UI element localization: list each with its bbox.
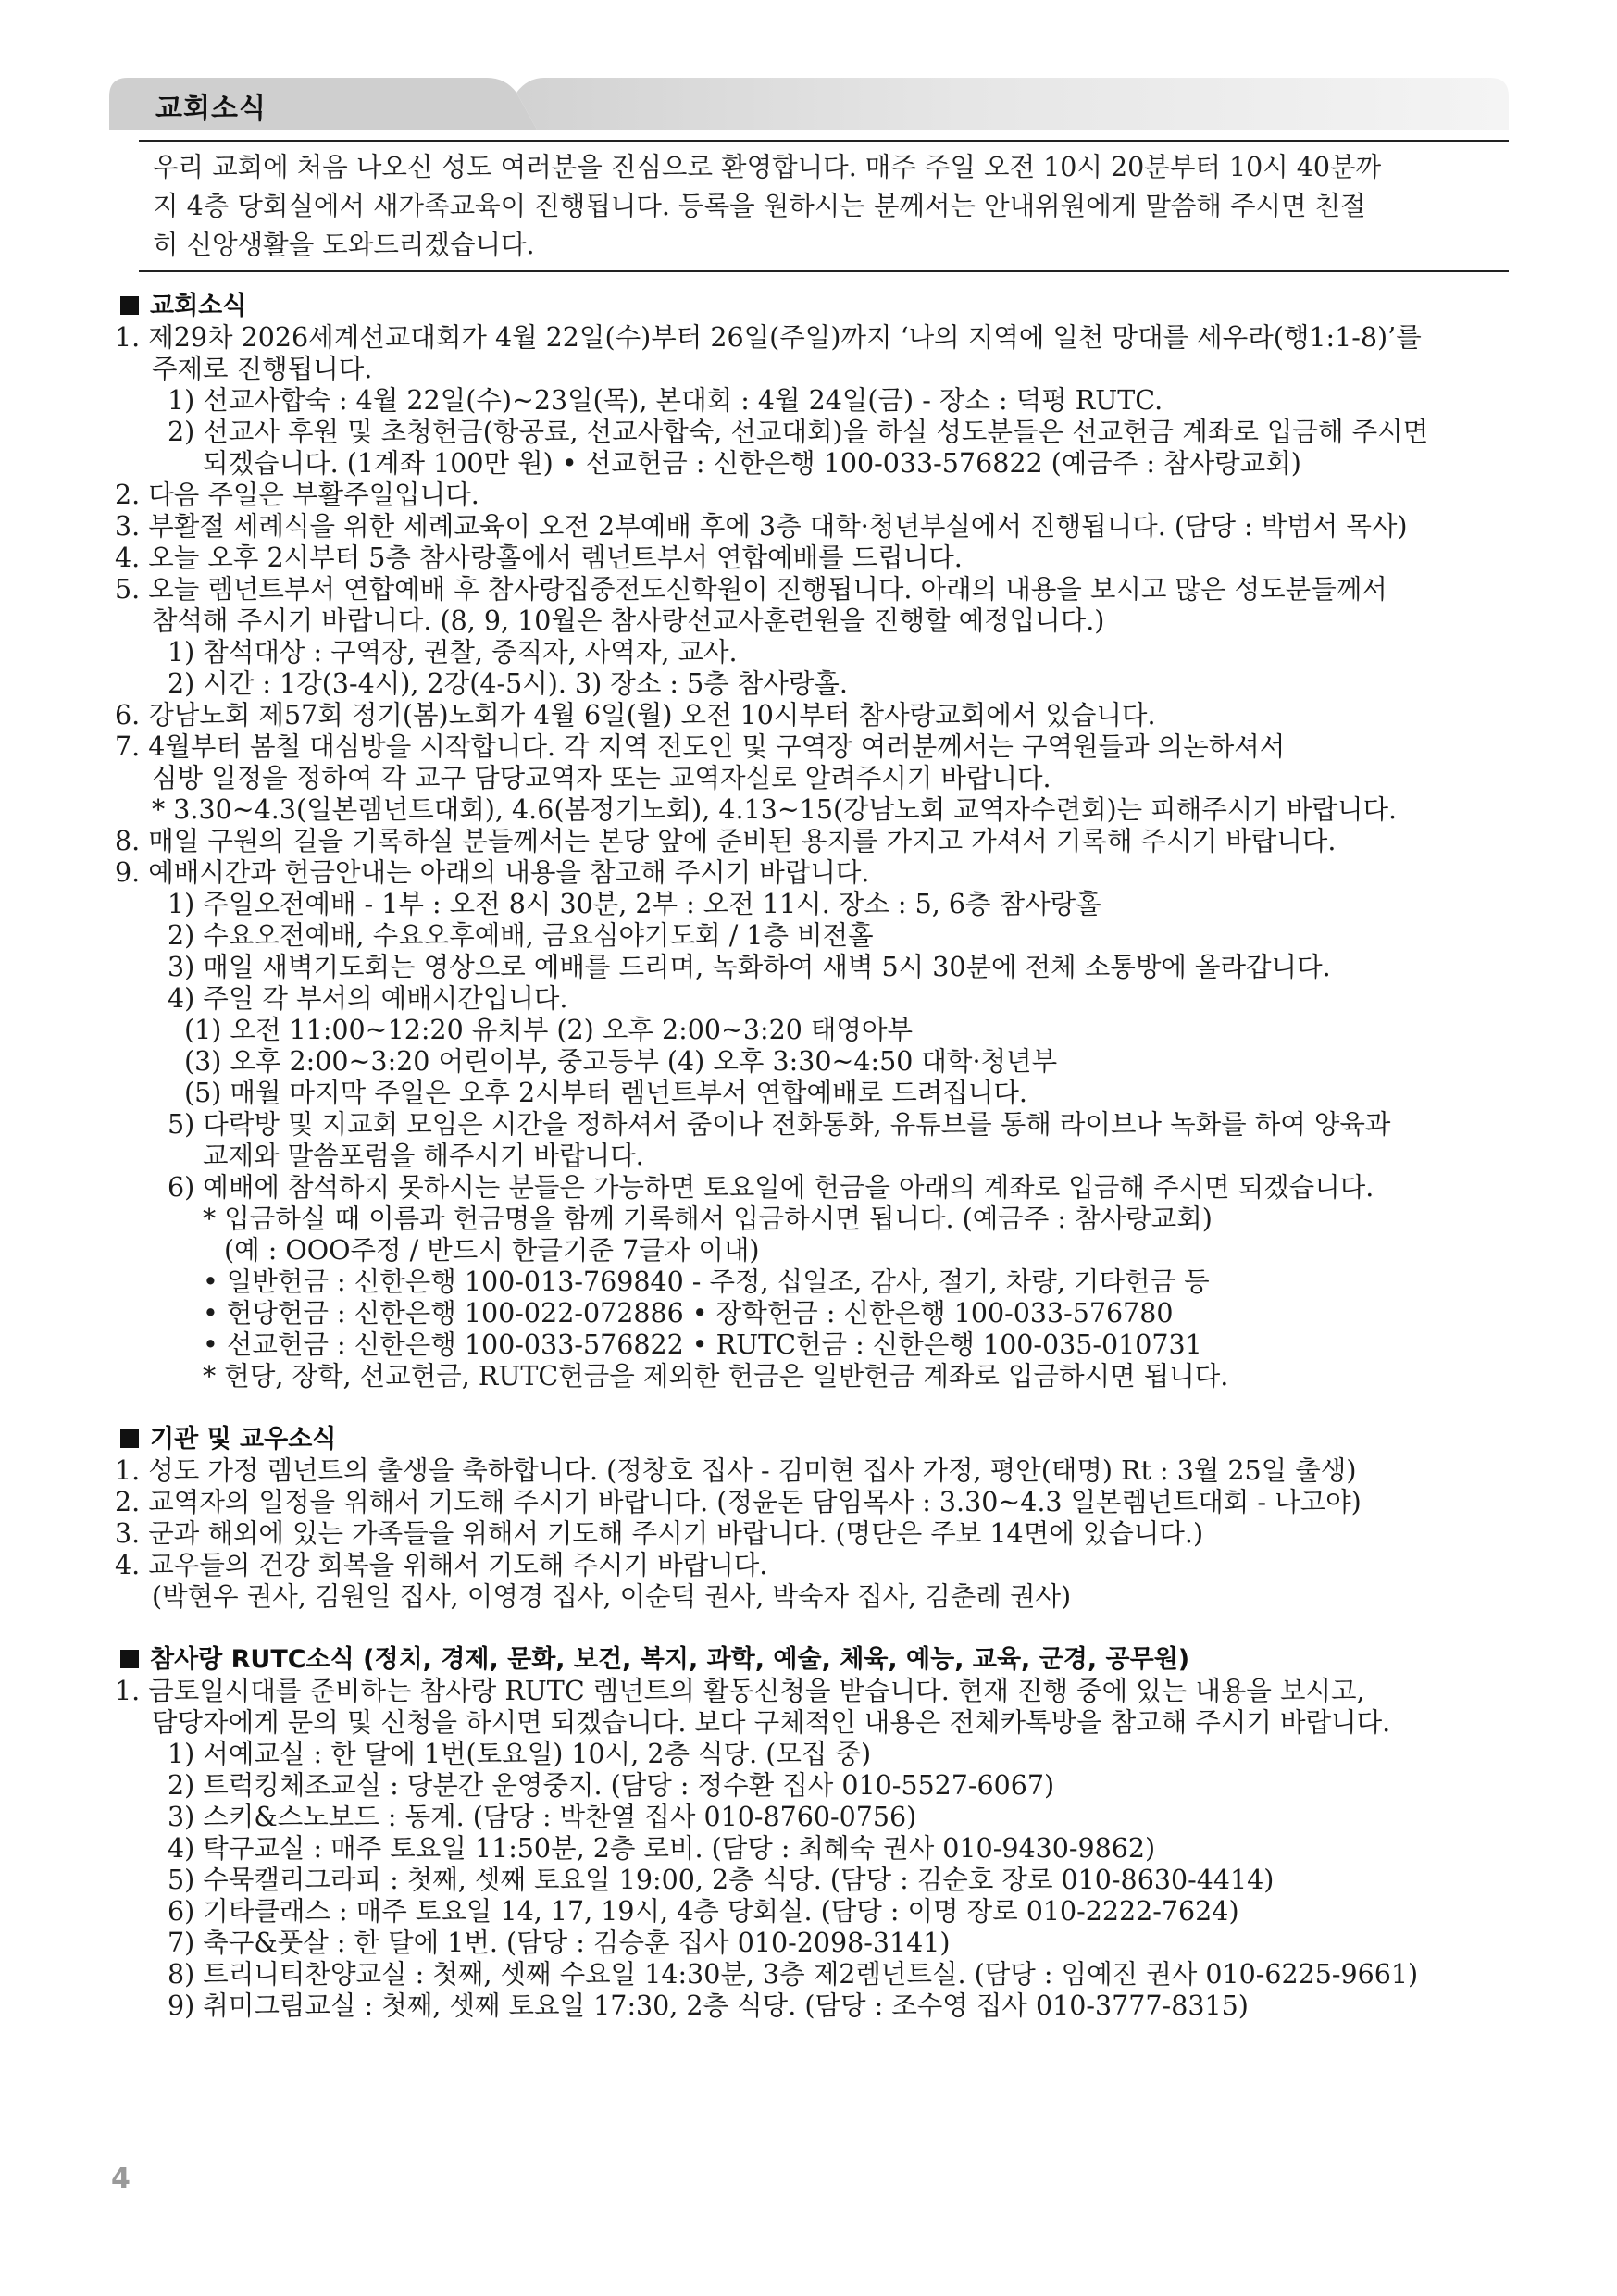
news-line: 주제로 진행됩니다. bbox=[152, 354, 373, 384]
news-line: 2) 시간 : 1강(3-4시), 2강(4-5시). 3) 장소 : 5층 참사랑홀. bbox=[168, 668, 848, 699]
news-line: 8) 트리니티찬양교실 : 첫째, 셋째 수요일 14:30분, 3층 제2렘넌트실. (담당 : 임예진 권사 010-6225-9661) bbox=[168, 1959, 1419, 1990]
square-bullet-icon bbox=[120, 1650, 139, 1668]
page-number: 4 bbox=[111, 2163, 131, 2195]
square-bullet-icon bbox=[120, 296, 139, 315]
news-line: 5) 수묵캘리그라피 : 첫째, 셋째 토요일 19:00, 2층 식당. (담당 : 김순호 장로 010-8630-4414) bbox=[168, 1865, 1275, 1895]
news-line: * 입금하실 때 이름과 헌금명을 함께 기록해서 입금하시면 됩니다. (예금주 : 참사랑교회) bbox=[203, 1204, 1213, 1234]
news-line: 1) 선교사합숙 : 4월 22일(수)~23일(목), 본대회 : 4월 24일(금) - 장소 : 덕평 RUTC. bbox=[168, 385, 1163, 416]
news-line: 1) 주일오전예배 - 1부 : 오전 8시 30분, 2부 : 오전 11시. 장소 : 5, 6층 참사랑홀 bbox=[168, 889, 1101, 919]
welcome-intro bbox=[153, 148, 1486, 265]
news-line: 5. 오늘 렘넌트부서 연합예배 후 참사랑집중전도신학원이 진행됩니다. 아래의 내용을 보시고 많은 성도분들께서 bbox=[115, 574, 1387, 605]
news-line: 4) 탁구교실 : 매주 토요일 11:50분, 2층 로비. (담당 : 최혜숙 권사 010-9430-9862) bbox=[168, 1833, 1156, 1864]
news-line: (박현우 권사, 김원일 집사, 이영경 집사, 이순덕 권사, 박숙자 집사, 김춘례 권사) bbox=[152, 1581, 1072, 1612]
news-line: 1) 참석대상 : 구역장, 권찰, 중직자, 사역자, 교사. bbox=[168, 637, 738, 668]
intro-line: 우리 교회에 처음 나오신 성도 여러분을 진심으로 환영합니다. 매주 주일 오전 10시 20분부터 10시 40분까 bbox=[153, 152, 1382, 182]
news-line: 1. 성도 가정 렘넌트의 출생을 축하합니다. (정창호 집사 - 김미현 집사 가정, 평안(태명) Rt : 3월 25일 출생) bbox=[115, 1455, 1357, 1486]
news-line: 3) 스키&스노보드 : 동계. (담당 : 박찬열 집사 010-8760-0756) bbox=[168, 1802, 917, 1832]
news-line: (예 : OOO주정 / 반드시 한글기준 7글자 이내) bbox=[224, 1235, 760, 1266]
news-line: * 3.30~4.3(일본렘넌트대회), 4.6(봄정기노회), 4.13~15(강남노회 교역자수련회)는 피해주시기 바랍니다. bbox=[152, 794, 1398, 825]
news-content bbox=[115, 291, 1503, 2022]
news-line: 참석해 주시기 바랍니다. (8, 9, 10월은 참사랑선교사훈련원을 진행할 예정입니다.) bbox=[152, 605, 1105, 636]
news-line: (3) 오후 2:00~3:20 어린이부, 중고등부 (4) 오후 3:30~4:50 대학·청년부 bbox=[184, 1046, 1058, 1077]
news-line: 2) 선교사 후원 및 초청헌금(항공료, 선교사합숙, 선교대회)을 하실 성도분들은 선교헌금 계좌로 입금해 주시면 bbox=[168, 417, 1429, 447]
news-line: 2. 교역자의 일정을 위해서 기도해 주시기 바랍니다. (정윤돈 담임목사 : 3.30~4.3 일본렘넌트대회 - 나고야) bbox=[115, 1487, 1362, 1517]
news-line: 4. 오늘 오후 2시부터 5층 참사랑홀에서 렘넌트부서 연합예배를 드립니다. bbox=[115, 543, 963, 573]
section-spacer bbox=[115, 1392, 1503, 1424]
news-line: 9. 예배시간과 헌금안내는 아래의 내용을 참고해 주시기 바랍니다. bbox=[115, 857, 870, 888]
section-heading bbox=[115, 1644, 1503, 1676]
news-line: 6) 기타클래스 : 매주 토요일 14, 17, 19시, 4층 당회실. (담당 : 이명 장로 010-2222-7624) bbox=[168, 1896, 1239, 1927]
tab-title: 교회소식 bbox=[155, 93, 267, 125]
intro-bottom-rule bbox=[139, 270, 1509, 272]
news-line: 7) 축구&풋살 : 한 달에 1번. (담당 : 김승훈 집사 010-2098-3141) bbox=[168, 1928, 951, 1958]
section-heading bbox=[115, 1424, 1503, 1455]
news-line: 담당자에게 문의 및 신청을 하시면 되겠습니다. 보다 구체적인 내용은 전체카톡방을 참고해 주시기 바랍니다. bbox=[152, 1707, 1391, 1738]
intro-top-rule bbox=[139, 140, 1509, 142]
news-line: 3) 매일 새벽기도회는 영상으로 예배를 드리며, 녹화하여 새벽 5시 30분에 전체 소통방에 올라갑니다. bbox=[168, 952, 1331, 982]
news-line: 5) 다락방 및 지교회 모임은 시간을 정하셔서 줌이나 전화통화, 유튜브를 통해 라이브나 녹화를 하여 양육과 bbox=[168, 1109, 1391, 1140]
news-line: 2) 수요오전예배, 수요오후예배, 금요심야기도회 / 1층 비전홀 bbox=[168, 920, 874, 951]
news-line: 심방 일정을 정하여 각 교구 담당교역자 또는 교역자실로 알려주시기 바랍니다. bbox=[152, 763, 1051, 793]
news-line: 1. 금토일시대를 준비하는 참사랑 RUTC 렘넌트의 활동신청을 받습니다. 현재 진행 중에 있는 내용을 보시고, bbox=[115, 1676, 1365, 1706]
news-line: 3. 부활절 세례식을 위한 세례교육이 오전 2부예배 후에 3층 대학·청년부실에서 진행됩니다. (담당 : 박범서 목사) bbox=[115, 511, 1408, 542]
news-line: 2) 트럭킹체조교실 : 당분간 운영중지. (담당 : 정수환 집사 010-5527-6067) bbox=[168, 1770, 1055, 1801]
news-line: 7. 4월부터 봄철 대심방을 시작합니다. 각 지역 전도인 및 구역장 여러분께서는 구역원들과 의논하셔서 bbox=[115, 731, 1286, 762]
news-line: • 선교헌금 : 신한은행 100-033-576822 • RUTC헌금 : 신한은행 100-035-010731 bbox=[203, 1329, 1202, 1360]
news-line: 4. 교우들의 건강 회복을 위해서 기도해 주시기 바랍니다. bbox=[115, 1550, 768, 1580]
news-line: 1) 서예교실 : 한 달에 1번(토요일) 10시, 2층 식당. (모집 중) bbox=[168, 1739, 872, 1769]
news-line: 6. 강남노회 제57회 정기(봄)노회가 4월 6일(월) 오전 10시부터 참사랑교회에서 있습니다. bbox=[115, 700, 1156, 730]
news-line: 2. 다음 주일은 부활주일입니다. bbox=[115, 480, 479, 510]
section-spacer bbox=[115, 1613, 1503, 1644]
square-bullet-icon bbox=[120, 1429, 139, 1448]
news-line: 9) 취미그림교실 : 첫째, 셋째 토요일 17:30, 2층 식당. (담당 : 조수영 집사 010-3777-8315) bbox=[168, 1990, 1249, 2021]
news-line: (5) 매월 마지막 주일은 오후 2시부터 렘넌트부서 연합예배로 드려집니다. bbox=[184, 1078, 1027, 1108]
news-line: 3. 군과 해외에 있는 가족들을 위해서 기도해 주시기 바랍니다. (명단은 주보 14면에 있습니다.) bbox=[115, 1518, 1204, 1549]
news-line: * 헌당, 장학, 선교헌금, RUTC헌금을 제외한 헌금은 일반헌금 계좌로 입금하시면 됩니다. bbox=[203, 1361, 1229, 1391]
news-line: (1) 오전 11:00~12:20 유치부 (2) 오후 2:00~3:20 태영아부 bbox=[184, 1015, 914, 1045]
news-line: 6) 예배에 참석하지 못하시는 분들은 가능하면 토요일에 헌금을 아래의 계좌로 입금해 주시면 되겠습니다. bbox=[168, 1172, 1374, 1203]
tab-background-shape bbox=[109, 78, 1509, 130]
news-line: • 헌당헌금 : 신한은행 100-022-072886 • 장학헌금 : 신한은행 100-033-576780 bbox=[203, 1298, 1174, 1329]
section-heading-text: 참사랑 RUTC소식 (정치, 경제, 문화, 보건, 복지, 과학, 예술, 체육, 예능, 교육, 군경, 공무원) bbox=[150, 1645, 1190, 1674]
news-line: 교제와 말씀포럼을 해주시기 바랍니다. bbox=[203, 1141, 644, 1171]
section-heading bbox=[115, 291, 1503, 322]
news-line: 4) 주일 각 부서의 예배시간입니다. bbox=[168, 983, 568, 1014]
section-heading-text: 교회소식 bbox=[150, 292, 247, 320]
news-line: • 일반헌금 : 신한은행 100-013-769840 - 주정, 십일조, 감사, 절기, 차량, 기타헌금 등 bbox=[203, 1267, 1210, 1297]
intro-line: 히 신앙생활을 도와드리겠습니다. bbox=[153, 230, 535, 260]
news-line: 1. 제29차 2026세계선교대회가 4월 22일(수)부터 26일(주일)까지 ‘나의 지역에 일천 망대를 세우라(행1:1-8)’를 bbox=[115, 322, 1422, 353]
section-heading-text: 기관 및 교우소식 bbox=[150, 1425, 337, 1454]
section-tab-header bbox=[109, 78, 1509, 130]
intro-line: 지 4층 당회실에서 새가족교육이 진행됩니다. 등록을 원하시는 분께서는 안내위원에게 말씀해 주시면 친절 bbox=[153, 191, 1366, 221]
news-line: 되겠습니다. (1계좌 100만 원) • 선교헌금 : 신한은행 100-033-576822 (예금주 : 참사랑교회) bbox=[203, 448, 1301, 479]
news-line: 8. 매일 구원의 길을 기록하실 분들께서는 본당 앞에 준비된 용지를 가지고 가셔서 기록해 주시기 바랍니다. bbox=[115, 826, 1337, 856]
